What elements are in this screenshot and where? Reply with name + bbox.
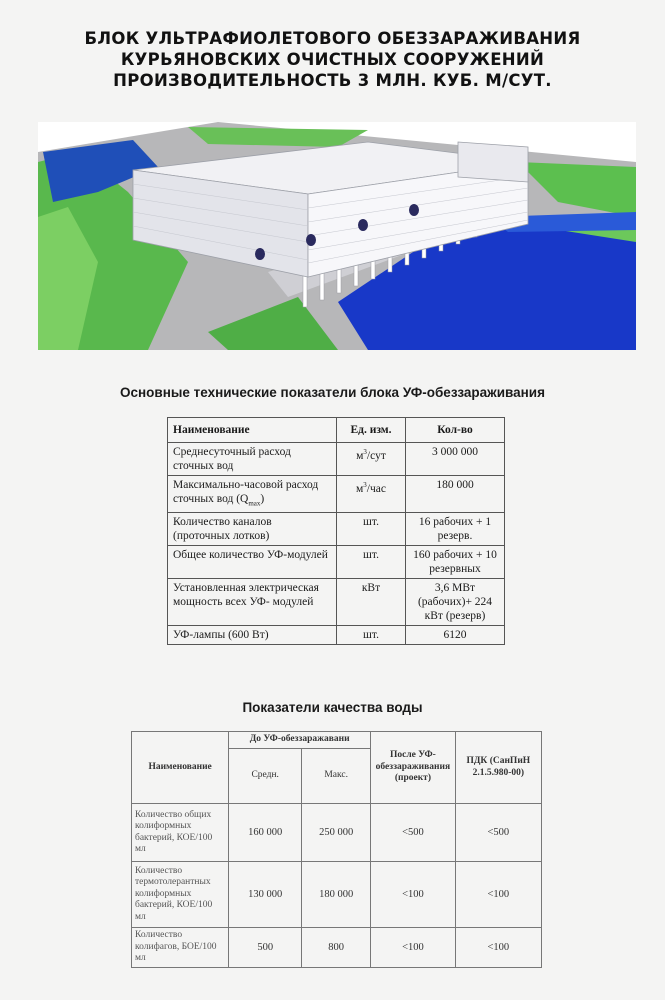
table-row [132,862,542,928]
specs-heading: Основные технические показатели блока УФ-обеззараживания [120,385,545,400]
spec-unit: шт. [337,513,406,546]
spec-unit: шт. [337,626,406,645]
poster-title [0,28,665,91]
spec-name: Установленная электрическая мощность всех УФ- модулей [168,579,337,626]
specs-header-value: Кол-во [406,418,505,443]
spec-unit: кВт [337,579,406,626]
quality-name: Количество общих колиформных бактерий, КОЕ/100 мл [132,804,229,862]
table-row [168,476,505,513]
spec-name: Среднесуточный расход сточных вод [168,443,337,476]
quality-heading: Показатели качества воды [242,700,423,715]
table-row [168,579,505,626]
uv-building-render [38,122,636,350]
quality-header-row [132,732,542,749]
spec-value: 6120 [406,626,505,645]
quality-max: 180 000 [302,862,371,928]
quality-after: <500 [371,804,456,862]
specs-header-name: Наименование [168,418,337,443]
quality-pdk: <100 [455,862,541,928]
quality-pdk: <500 [455,804,541,862]
quality-max: 800 [302,928,371,968]
quality-avg: 500 [229,928,302,968]
specs-table [167,417,505,645]
table-row [168,513,505,546]
quality-after: <100 [371,862,456,928]
quality-avg: 130 000 [229,862,302,928]
quality-header-max: Макс. [302,749,371,804]
spec-value: 3,6 МВт (рабочих)+ 224 кВт (резерв) [406,579,505,626]
quality-header-name: Наименование [132,732,229,804]
title-line-2: КУРЬЯНОВСКИХ ОЧИСТНЫХ СООРУЖЕНИЙ [120,50,545,69]
spec-name: Общее количество УФ-модулей [168,546,337,579]
quality-avg: 160 000 [229,804,302,862]
quality-header-avg: Средн. [229,749,302,804]
spec-value: 3 000 000 [406,443,505,476]
quality-after: <100 [371,928,456,968]
quality-table [131,731,542,968]
spec-value: 16 рабочих + 1 резерв. [406,513,505,546]
table-row [168,546,505,579]
table-row [168,443,505,476]
specs-header-unit: Ед. изм. [337,418,406,443]
spec-name: Количество каналов (проточных лотков) [168,513,337,546]
quality-header-after: После УФ-обеззараживания (проект) [371,732,456,804]
table-row [132,804,542,862]
quality-header-pdk: ПДК (СанПиН 2.1.5.980-00) [455,732,541,804]
spec-value: 180 000 [406,476,505,513]
table-row [168,626,505,645]
spec-name: Максимально-часовой расход сточных вод $(Q_{max})$ [168,476,337,513]
spec-name: УФ-лампы (600 Вт) [168,626,337,645]
table-row [132,928,542,968]
spec-unit: $м^3$/сут [337,443,406,476]
title-line-1: БЛОК УЛЬТРАФИОЛЕТОВОГО ОБЕЗЗАРАЖИВАНИЯ [84,29,581,48]
spec-unit: $м^3$/час [337,476,406,513]
quality-name: Количество термотолерантных колиформных бактерий, КОЕ/100 мл [132,862,229,928]
title-line-3: ПРОИЗВОДИТЕЛЬНОСТЬ 3 МЛН. КУБ. М/СУТ. [113,71,552,90]
spec-value: 160 рабочих + 10 резервных [406,546,505,579]
quality-name: Количество колифагов, БОЕ/100 мл [132,928,229,968]
quality-max: 250 000 [302,804,371,862]
spec-unit: шт. [337,546,406,579]
quality-pdk: <100 [455,928,541,968]
specs-header-row [168,418,505,443]
quality-header-before: До УФ-обеззаражавани [229,732,371,749]
